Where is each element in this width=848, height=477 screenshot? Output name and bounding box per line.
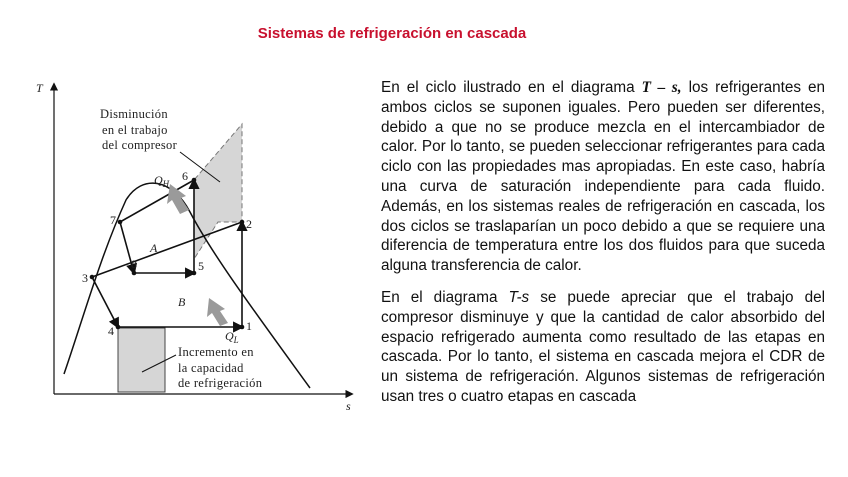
point-label-8: 8 [131, 257, 137, 271]
paragraph-2-ts-symbol: T-s [508, 289, 530, 306]
paragraph-2-start: En el diagrama [381, 289, 509, 306]
paragraph-2-rest: se puede apreciar que el trabajo del compresor disminuye y que la cantidad de calor absorbido del espacio refrigerado aumenta como resultado de las etapas en cascada. Por lo tanto, el sistema en cascada mejora el CDR de un sistema de refrigeración. Algunos sistemas de refrigeración usan tres o cuatro etapas en cascada [381, 289, 825, 405]
region-label-b: B [178, 295, 186, 309]
annotation-bottom-line-3: de refrigeración [178, 376, 263, 390]
point-label-7: 7 [110, 213, 116, 227]
cycle-line-2-3 [92, 222, 242, 277]
slide-title: Sistemas de refrigeración en cascada [257, 25, 527, 42]
state-point-7 [118, 220, 123, 225]
cycle-line-3-4 [92, 277, 118, 327]
point-label-6: 6 [182, 169, 188, 183]
point-label-5: 5 [198, 259, 204, 273]
point-label-2: 2 [246, 217, 252, 231]
ts-cascade-diagram [30, 72, 366, 422]
annotation-bottom-line-1: Incremento en [178, 345, 254, 359]
paragraph-1-start: En el ciclo ilustrado en el diagrama [381, 79, 642, 96]
state-point-6 [192, 178, 197, 183]
region-label-a: A [150, 241, 158, 255]
point-label-3: 3 [82, 271, 88, 285]
paragraph-1 [381, 78, 825, 276]
state-point-5 [192, 271, 197, 276]
point-label-4: 4 [108, 324, 114, 338]
point-label-1: 1 [246, 319, 252, 333]
state-point-1 [240, 325, 245, 330]
paragraph-1-ts-symbol: T – s, [641, 79, 682, 96]
state-point-3 [90, 275, 95, 280]
ql-label: $Q_L$ [225, 329, 239, 345]
qh-label: $Q_H$ [154, 173, 170, 189]
t-axis-label: T [36, 81, 43, 95]
annotation-top-line-1: Disminución [100, 107, 168, 121]
ql-heat-arrow [207, 298, 228, 326]
paragraph-1-rest: los refrigerantes en ambos ciclos se suponen iguales. Pero pueden ser diferentes, debido a que no se produce mezcla en el intercambiador de calor. Por lo tanto, se pueden seleccionar refrigerantes para cada ciclo con las propiedades mas apropiadas. En este caso, habría una curva de saturación independiente para cada fluido. Además, en los sistemas reales de refrigeración en cascada, los dos ciclos se traslaparían un poco debido a que se requiere una diferencia de temperatura entre los dos fluidos para que suceda alguna transferencia de calor. [381, 79, 825, 275]
shaded-compressor-work-reduction [194, 124, 242, 259]
s-axis-label: s [346, 399, 351, 413]
annotation-bottom-line-2: la capacidad [178, 361, 244, 375]
annotation-top-line-2: en el trabajo [102, 123, 168, 137]
shaded-refrigeration-increase [118, 328, 165, 392]
paragraph-2 [381, 288, 825, 407]
state-point-8 [132, 271, 137, 276]
annotation-top-line-3: del compresor [102, 138, 178, 152]
state-point-2 [240, 220, 245, 225]
state-point-4 [116, 325, 121, 330]
